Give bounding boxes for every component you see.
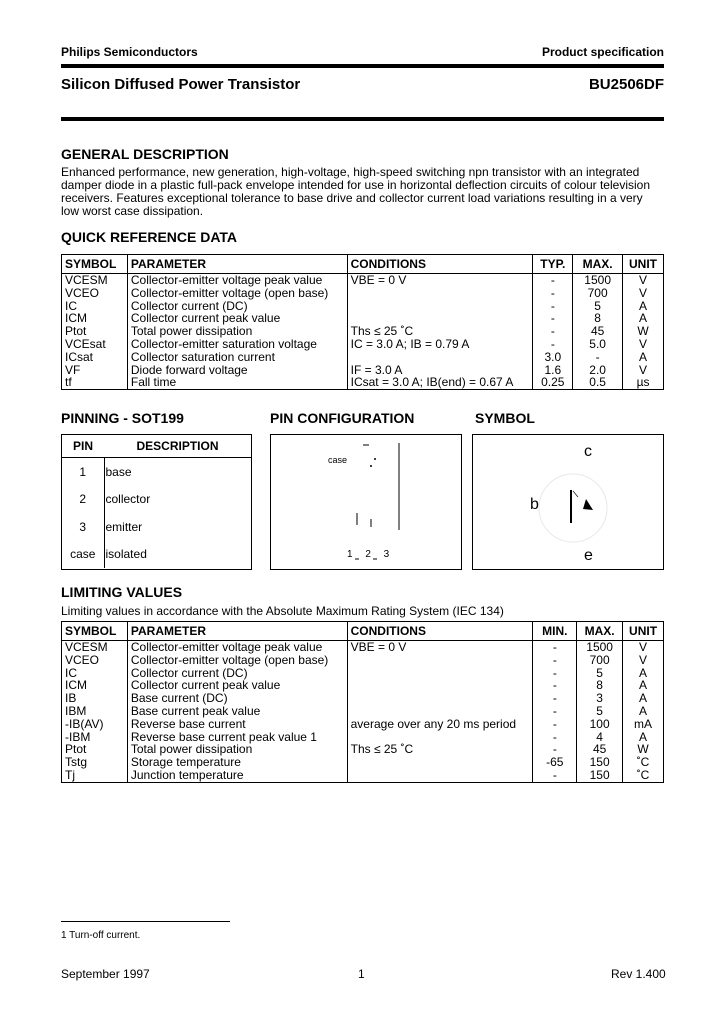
table-cell: IC — [62, 667, 128, 680]
table-cell: - — [533, 692, 577, 705]
table-cell: 150 — [577, 756, 623, 769]
quick-reference-table — [61, 254, 664, 390]
table-cell: A — [623, 692, 664, 705]
table-cell: Collector saturation current — [127, 351, 347, 364]
table-cell: VF — [62, 364, 128, 377]
column-header: SYMBOL — [62, 622, 128, 641]
footer-page-number: 1 — [358, 967, 365, 981]
table-cell: Total power dissipation — [127, 743, 347, 756]
table-cell: VCEO — [62, 654, 128, 667]
table-cell: -IB(AV) — [62, 718, 128, 731]
table-cell — [347, 287, 533, 300]
table-cell: 0.25 — [533, 376, 573, 389]
table-cell: VCEO — [62, 287, 128, 300]
table-cell: 3 — [577, 692, 623, 705]
table-cell: 45 — [573, 325, 623, 338]
pin-configuration-heading: PIN CONFIGURATION — [270, 410, 415, 426]
table-cell: IB — [62, 692, 128, 705]
company-name: Philips Semiconductors — [61, 45, 198, 59]
table-cell: - — [533, 300, 573, 313]
table-cell: IC — [62, 300, 128, 313]
pin-cell: base — [104, 458, 251, 486]
table-cell: average over any 20 ms period — [347, 718, 533, 731]
general-description-text: Enhanced performance, new generation, high-voltage, high-speed switching npn transistor with an integrated damper diode in a plastic full-pack envelope intended for use in horizontal deflection circuits of colour television receivers. Features exceptional tolerance to base drive and collector current load variations resulting in a very low worst case dissipation. — [61, 165, 651, 218]
table-cell: Collector-emitter voltage (open base) — [127, 654, 347, 667]
table-cell: 8 — [573, 312, 623, 325]
table-cell: Collector-emitter saturation voltage — [127, 338, 347, 351]
table-cell: A — [623, 705, 664, 718]
table-cell: mA — [623, 718, 664, 731]
quick-reference-heading: QUICK REFERENCE DATA — [61, 229, 238, 245]
table-row — [62, 654, 664, 667]
table-cell: IBM — [62, 705, 128, 718]
table-cell — [347, 667, 533, 680]
table-cell: 1.6 — [533, 364, 573, 377]
table-cell: Tstg — [62, 756, 128, 769]
emitter-label: e — [584, 547, 593, 564]
table-row — [62, 338, 664, 351]
table-cell: 3.0 — [533, 351, 573, 364]
table-cell: - — [573, 351, 623, 364]
table-cell: A — [623, 731, 664, 744]
table-cell: - — [533, 654, 577, 667]
part-number: BU2506DF — [588, 76, 664, 93]
table-cell: ˚C — [623, 756, 664, 769]
table-cell: IC = 3.0 A; IB = 0.79 A — [347, 338, 533, 351]
table-cell: 45 — [577, 743, 623, 756]
table-cell: Fall time — [127, 376, 347, 389]
table-cell: Collector-emitter voltage peak value — [127, 274, 347, 287]
pin-cell: collector — [104, 486, 251, 514]
pin-row — [62, 486, 251, 514]
column-header: UNIT — [623, 622, 664, 641]
pin-cell: case — [70, 547, 96, 562]
column-header: MIN. — [533, 622, 577, 641]
table-cell — [347, 769, 533, 782]
table-cell: Reverse base current peak value 1 — [127, 731, 347, 744]
table-cell: V — [623, 364, 664, 377]
table-cell — [347, 654, 533, 667]
table-cell: ˚C — [623, 769, 664, 782]
transistor-symbol — [473, 435, 663, 569]
table-cell: V — [623, 338, 664, 351]
table-row — [62, 274, 664, 287]
table-cell: - — [533, 325, 573, 338]
column-header: UNIT — [623, 255, 664, 274]
case-label: case — [328, 455, 348, 465]
table-cell: - — [533, 667, 577, 680]
title-rule — [61, 117, 664, 121]
base-label: b — [530, 496, 539, 513]
pin-cell: emitter — [104, 513, 251, 541]
column-header: PARAMETER — [127, 622, 347, 641]
pin-cell: 1 — [79, 464, 87, 479]
table-cell: - — [533, 743, 577, 756]
column-header: PARAMETER — [127, 255, 347, 274]
table-cell — [347, 692, 533, 705]
table-cell: Collector current peak value — [127, 679, 347, 692]
table-cell: Base current peak value — [127, 705, 347, 718]
document-title: Silicon Diffused Power Transistor — [61, 76, 301, 93]
table-cell: 2.0 — [573, 364, 623, 377]
table-cell: A — [623, 312, 664, 325]
general-description-heading: GENERAL DESCRIPTION — [61, 146, 229, 162]
document-type: Product specification — [541, 45, 664, 59]
table-cell: - — [533, 287, 573, 300]
column-header: DESCRIPTION — [104, 435, 251, 458]
table-cell: Base current (DC) — [127, 692, 347, 705]
table-cell: 8 — [577, 679, 623, 692]
table-cell: Collector current peak value — [127, 312, 347, 325]
table-row — [62, 705, 664, 718]
table-cell: Tj — [62, 769, 128, 782]
table-cell: A — [623, 351, 664, 364]
limiting-values-heading: LIMITING VALUES — [61, 584, 183, 600]
table-cell: ICsat — [62, 351, 128, 364]
column-header: CONDITIONS — [347, 622, 533, 641]
table-cell: - — [533, 679, 577, 692]
pin-cell: isolated — [104, 541, 251, 569]
table-cell: - — [533, 731, 577, 744]
symbol-diagram — [472, 434, 664, 570]
table-cell: Storage temperature — [127, 756, 347, 769]
pin-row — [62, 541, 251, 569]
column-header: CONDITIONS — [347, 255, 533, 274]
table-cell: W — [623, 743, 664, 756]
footnote-rule — [61, 921, 230, 922]
table-cell: Ptot — [62, 743, 128, 756]
table-cell: VBE = 0 V — [347, 274, 533, 287]
table-cell: tf — [62, 376, 128, 389]
table-cell: 5 — [573, 300, 623, 313]
table-cell: Collector current (DC) — [127, 667, 347, 680]
table-cell: - — [533, 705, 577, 718]
table-cell: - — [533, 641, 577, 654]
footnote: 1 Turn-off current. — [61, 930, 141, 941]
table-cell: Collector-emitter voltage peak value — [127, 641, 347, 654]
table-cell: 4 — [577, 731, 623, 744]
footer-revision: Rev 1.400 — [611, 967, 666, 981]
header-rule — [61, 64, 664, 68]
table-cell: Total power dissipation — [127, 325, 347, 338]
table-cell: A — [623, 300, 664, 313]
pin-cell: 2 — [79, 492, 87, 507]
table-cell — [347, 756, 533, 769]
table-row — [62, 641, 664, 654]
table-cell: ICsat = 3.0 A; IB(end) = 0.67 A — [347, 376, 533, 389]
table-cell: VCESM — [62, 641, 128, 654]
collector-label: c — [584, 443, 592, 460]
table-cell: 100 — [577, 718, 623, 731]
table-row — [62, 769, 664, 782]
table-cell: 0.5 — [573, 376, 623, 389]
column-header: MAX. — [577, 622, 623, 641]
column-header: SYMBOL — [62, 255, 128, 274]
table-cell: - — [533, 769, 577, 782]
column-header: TYP. — [533, 255, 573, 274]
table-cell: 150 — [577, 769, 623, 782]
table-cell — [347, 705, 533, 718]
table-cell: Ths ≤ 25 ˚C — [347, 743, 533, 756]
table-row — [62, 287, 664, 300]
pin-configuration-diagram — [270, 434, 462, 570]
table-cell: µs — [623, 376, 664, 389]
pin-row — [62, 513, 251, 541]
table-cell: Ptot — [62, 325, 128, 338]
pinning-box — [61, 434, 252, 570]
table-cell: VBE = 0 V — [347, 641, 533, 654]
table-cell: - — [533, 718, 577, 731]
table-cell: V — [623, 654, 664, 667]
table-cell — [347, 300, 533, 313]
table-cell: IF = 3.0 A — [347, 364, 533, 377]
table-cell — [347, 679, 533, 692]
table-cell: -65 — [533, 756, 577, 769]
pin-cell: 3 — [79, 519, 87, 534]
pin-row — [62, 458, 251, 486]
table-cell: - — [533, 274, 573, 287]
table-cell: V — [623, 274, 664, 287]
table-row — [62, 376, 664, 389]
table-cell: 1500 — [573, 274, 623, 287]
table-cell: - — [533, 338, 573, 351]
table-cell: 700 — [577, 654, 623, 667]
table-cell: ICM — [62, 679, 128, 692]
table-cell: VCESM — [62, 274, 128, 287]
table-cell: Ths ≤ 25 ˚C — [347, 325, 533, 338]
column-header: MAX. — [573, 255, 623, 274]
table-cell — [347, 351, 533, 364]
table-cell: Junction temperature — [127, 769, 347, 782]
symbol-heading: SYMBOL — [475, 410, 535, 426]
table-cell: Collector-emitter voltage (open base) — [127, 287, 347, 300]
table-row — [62, 351, 664, 364]
table-cell: - — [533, 312, 573, 325]
table-cell: W — [623, 325, 664, 338]
table-cell: 1500 — [577, 641, 623, 654]
table-cell: A — [623, 667, 664, 680]
table-cell: A — [623, 679, 664, 692]
limiting-values-intro: Limiting values in accordance with the Absolute Maximum Rating System (IEC 134) — [61, 604, 504, 618]
pin-numbers-label: 1 2 3 — [347, 549, 395, 560]
table-cell: V — [623, 641, 664, 654]
column-header: PIN — [62, 435, 104, 458]
pinning-heading: PINNING - SOT199 — [61, 410, 184, 426]
table-cell: ICM — [62, 312, 128, 325]
table-cell: Collector current (DC) — [127, 300, 347, 313]
table-cell: 5.0 — [573, 338, 623, 351]
table-cell: 700 — [573, 287, 623, 300]
footer-date: September 1997 — [61, 967, 150, 981]
table-cell: 5 — [577, 667, 623, 680]
table-row — [62, 718, 664, 731]
limiting-values-table — [61, 621, 664, 783]
table-cell: 5 — [577, 705, 623, 718]
table-cell: Diode forward voltage — [127, 364, 347, 377]
table-cell: VCEsat — [62, 338, 128, 351]
table-cell: -IBM — [62, 731, 128, 744]
table-cell: Reverse base current — [127, 718, 347, 731]
table-cell: V — [623, 287, 664, 300]
